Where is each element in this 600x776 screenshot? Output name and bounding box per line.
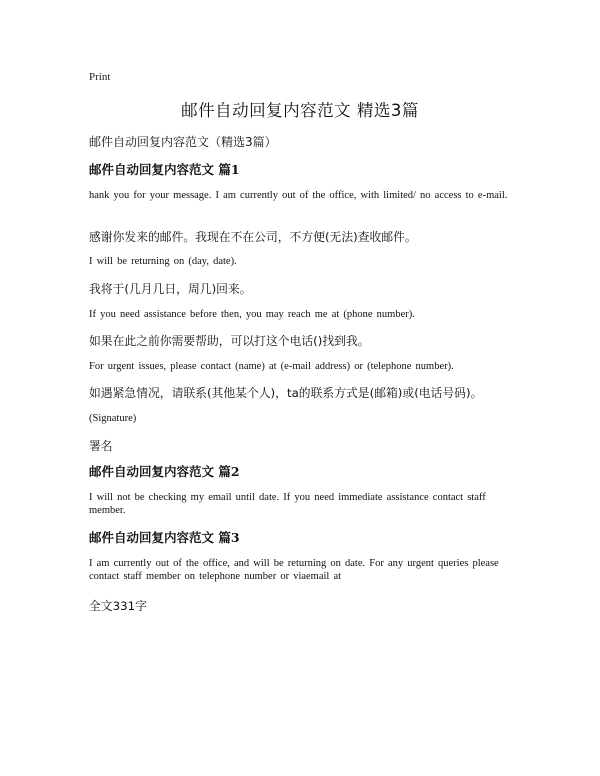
section-1-paragraph-6: 如果在此之前你需要帮助，可以打这个电话()找到我。 [89, 334, 370, 348]
section-1-paragraph-2: 感谢你发来的邮件。我现在不在公司，不方便(无法)查收邮件。 [89, 230, 417, 244]
section-1-paragraph-1: hank you for your message. I am currently out of the office, with limited/ no access to e-mail. [89, 190, 508, 201]
word-count: 全文331字 [89, 599, 147, 613]
print-link[interactable]: Print [89, 71, 111, 83]
document-subtitle: 邮件自动回复内容范文（精选3篇） [89, 135, 277, 149]
section-3-paragraph-1: I am currently out of the office, and will be returning on date. For any urgent queries please contact staff member on telephone number or viaemail at [89, 558, 499, 582]
section-1-paragraph-7: For urgent issues, please contact (name) at (e-mail address) or (telephone number). [89, 361, 454, 372]
section-3-heading: 邮件自动回复内容范文 篇3 [89, 530, 240, 545]
section-1-paragraph-8: 如遇紧急情况，请联系(其他某个人)，ta的联系方式是(邮箱)或(电话号码)。 [89, 386, 483, 400]
section-1-heading: 邮件自动回复内容范文 篇1 [89, 162, 240, 177]
section-1-paragraph-4: 我将于(几月几日，周几)回来。 [89, 282, 252, 296]
section-1-paragraph-9: (Signature) [89, 413, 137, 424]
section-2-paragraph-1: I will not be checking my email until date. If you need immediate assistance contact staff member. [89, 492, 486, 516]
section-1-paragraph-5: If you need assistance before then, you may reach me at (phone number). [89, 309, 415, 320]
section-2-heading: 邮件自动回复内容范文 篇2 [89, 464, 240, 479]
document-title: 邮件自动回复内容范文 精选3篇 [181, 101, 419, 120]
section-1-paragraph-10: 署名 [89, 439, 113, 453]
section-1-paragraph-3: I will be returning on (day, date). [89, 256, 237, 267]
